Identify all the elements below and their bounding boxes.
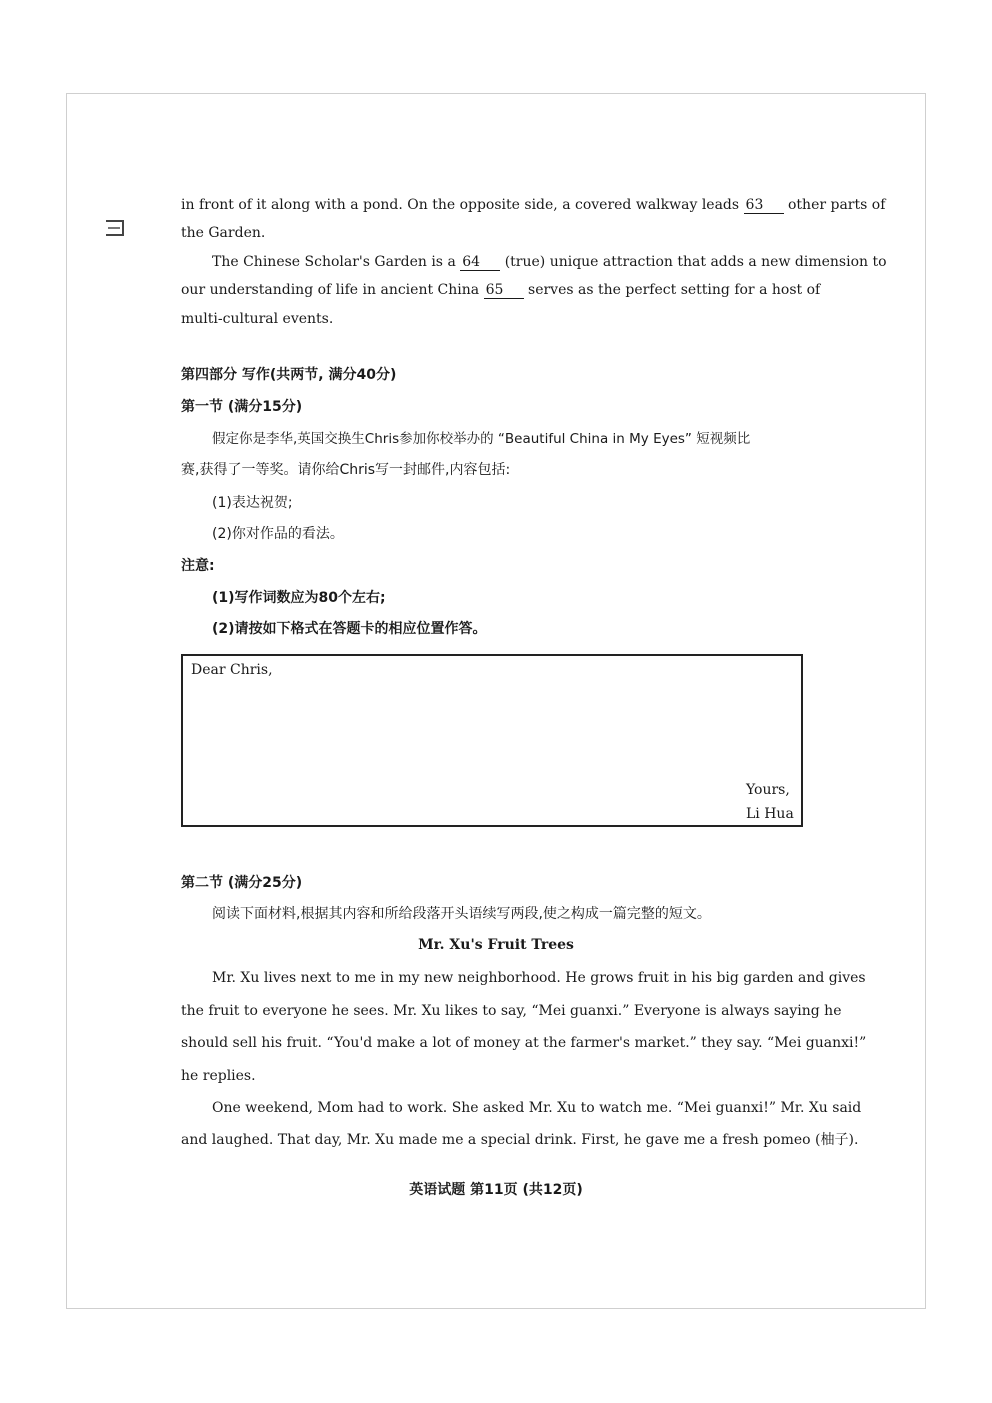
passage-line [181, 196, 886, 214]
story-line: the fruit to everyone he sees. Mr. Xu likes to say, “Mei guanxi.” Everyone is always saying he [181, 1003, 842, 1019]
section2-instruction: 阅读下面材料,根据其内容和所给段落开头语续写两段,使之构成一篇完整的短文。 [212, 906, 711, 922]
note-label: 注意: [181, 558, 215, 574]
blank-65: 65 [484, 283, 524, 299]
story-line: he replies. [181, 1068, 256, 1084]
task-point: (2)你对作品的看法。 [212, 526, 344, 542]
letter-greeting: Dear Chris, [191, 662, 273, 678]
passage-line: the Garden. [181, 225, 266, 241]
blank-63: 63 [744, 198, 784, 214]
passage-text: other parts of [788, 197, 886, 213]
passage-line [181, 281, 821, 299]
section1-heading: 第一节 (满分15分) [181, 399, 303, 415]
task-line: 赛,获得了一等奖。请你给Chris写一封邮件,内容包括: [181, 462, 511, 478]
binding-mark-icon [106, 220, 124, 236]
story-line: Mr. Xu lives next to me in my new neighborhood. He grows fruit in his big garden and gives [212, 970, 866, 986]
passage-text: serves as the perfect setting for a host of [528, 282, 821, 298]
task-line: 假定你是李华,英国交换生Chris参加你校举办的 “Beautiful China in My Eyes” 短视频比 [212, 431, 751, 447]
note-item: (2)请按如下格式在答题卡的相应位置作答。 [212, 621, 487, 637]
section2-heading: 第二节 (满分25分) [181, 875, 303, 891]
part4-heading: 第四部分 写作(共两节, 满分40分) [181, 367, 397, 383]
story-line: and laughed. That day, Mr. Xu made me a special drink. First, he gave me a fresh pomeo (柚子). [181, 1132, 859, 1148]
blank-64: 64 [460, 255, 500, 271]
story-line: One weekend, Mom had to work. She asked Mr. Xu to watch me. “Mei guanxi!” Mr. Xu said [212, 1100, 862, 1116]
task-point: (1)表达祝贺; [212, 495, 293, 511]
passage-text: The Chinese Scholar's Garden is a [212, 254, 456, 270]
passage-text: in front of it along with a pond. On the opposite side, a covered walkway leads [181, 197, 740, 213]
letter-template-box [181, 654, 803, 827]
passage-line: multi-cultural events. [181, 311, 334, 327]
note-item: (1)写作词数应为80个左右; [212, 590, 386, 606]
story-line: should sell his fruit. “You'd make a lot of money at the farmer's market.” they say. “Mei guanxi!” [181, 1035, 867, 1051]
passage-text: our understanding of life in ancient China [181, 282, 480, 298]
letter-closing: Yours, [746, 782, 790, 798]
passage-text: (true) unique attraction that adds a new dimension to [504, 254, 887, 270]
page-footer: 英语试题 第11页 (共12页) [409, 1182, 583, 1198]
story-title: Mr. Xu's Fruit Trees [418, 937, 574, 953]
passage-line [212, 253, 887, 271]
letter-signature: Li Hua [746, 806, 794, 822]
